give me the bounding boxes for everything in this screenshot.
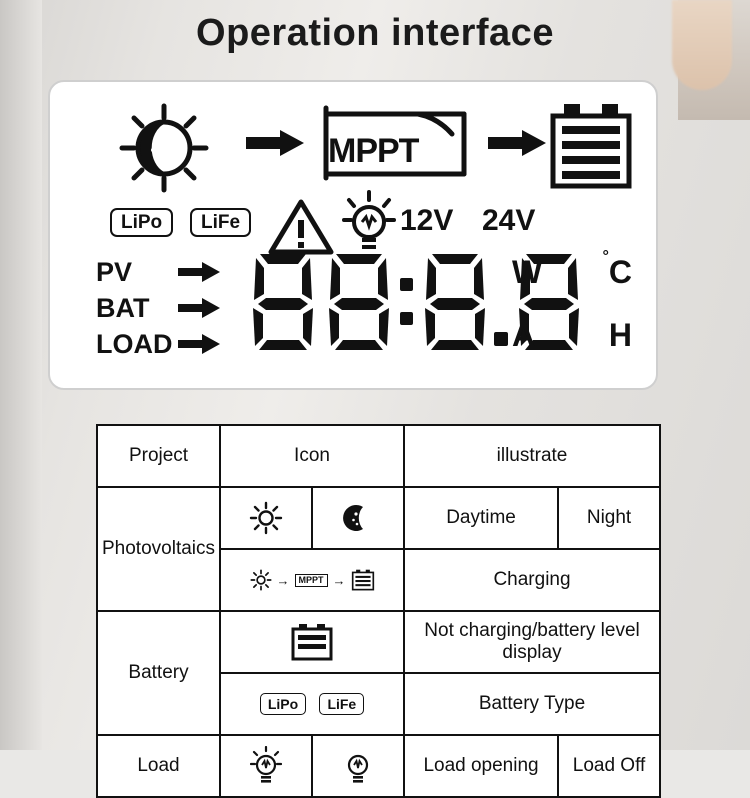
load-label: LOAD	[96, 328, 173, 359]
bat-label: BAT	[96, 292, 150, 323]
lcd-top-icon-row	[50, 96, 656, 196]
background-left-strip	[0, 0, 42, 750]
lcd-units	[512, 248, 632, 354]
charging-chain-icon	[220, 549, 404, 611]
colon-separator	[398, 250, 416, 350]
life-badge: LiFe	[190, 208, 251, 237]
mppt-mini-label: MPPT	[295, 574, 328, 587]
lcd-second-row	[50, 190, 656, 252]
table-header-row	[97, 425, 660, 487]
unit-a: A	[512, 317, 536, 353]
cell-project-photovoltaics: Photovoltaics	[97, 487, 220, 611]
decimal-point	[494, 250, 510, 350]
lcd-row-labels	[96, 254, 246, 362]
battery-type-icons	[220, 673, 404, 735]
cell-project-load: Load	[97, 735, 220, 797]
label-row-bat	[96, 290, 246, 326]
arrow-right-icon-pv	[178, 262, 220, 282]
arrow-right-icon-1	[246, 130, 304, 156]
arrow-right-icon-bat	[178, 298, 220, 318]
solar-panel-icon	[318, 104, 470, 184]
voltage-12v-label: 12V	[400, 204, 454, 237]
cell-desc-charging: Charging	[404, 549, 660, 611]
sun-moon-icon	[108, 100, 220, 196]
mppt-label: MPPT	[328, 132, 419, 170]
digit-3	[418, 250, 492, 354]
cell-project-battery: Battery	[97, 611, 220, 735]
cell-desc-daytime: Daytime	[404, 487, 558, 549]
digit-2	[322, 250, 396, 354]
table-row-load	[97, 735, 660, 797]
page-title: Operation interface	[196, 12, 554, 54]
label-row-load	[96, 326, 246, 362]
header-project: Project	[97, 425, 220, 487]
unit-h: H	[608, 317, 632, 353]
header-icon: Icon	[220, 425, 404, 487]
life-mini-badge: LiFe	[319, 693, 364, 715]
warning-triangle-icon	[268, 198, 334, 256]
lcd-display-card	[48, 80, 658, 390]
label-row-pv	[96, 254, 246, 290]
legend-table	[96, 424, 661, 798]
arrow-right-icon-chain-2: →	[332, 572, 346, 588]
table-row-photovoltaics-day-night	[97, 487, 660, 549]
arrow-right-icon-2	[488, 130, 546, 156]
cell-desc-load-on: Load opening	[404, 735, 558, 797]
lipo-badge: LiPo	[110, 208, 173, 237]
header-illustrate: illustrate	[404, 425, 660, 487]
moon-icon	[312, 487, 404, 549]
cell-desc-load-off: Load Off	[558, 735, 660, 797]
bulb-off-icon	[312, 735, 404, 797]
sun-icon	[220, 487, 312, 549]
table-row-battery-level	[97, 611, 660, 673]
lipo-mini-badge: LiPo	[260, 693, 306, 715]
battery-icon	[550, 102, 632, 190]
arrow-right-icon-chain-1: →	[276, 572, 290, 588]
light-bulb-icon	[342, 190, 396, 256]
voltage-24v-label: 24V	[482, 204, 536, 237]
battery-mini-icon	[351, 569, 375, 591]
cell-desc-battery-type: Battery Type	[404, 673, 660, 735]
battery-level-icon	[220, 611, 404, 673]
arrow-right-icon-load	[178, 334, 220, 354]
cell-desc-night: Night	[558, 487, 660, 549]
digit-1	[246, 250, 320, 354]
bulb-on-icon	[220, 735, 312, 797]
unit-celsius: °C	[602, 248, 632, 290]
cell-desc-battery-level: Not charging/battery level display	[404, 611, 660, 673]
unit-w: W	[512, 254, 543, 290]
pv-label: PV	[96, 256, 133, 287]
